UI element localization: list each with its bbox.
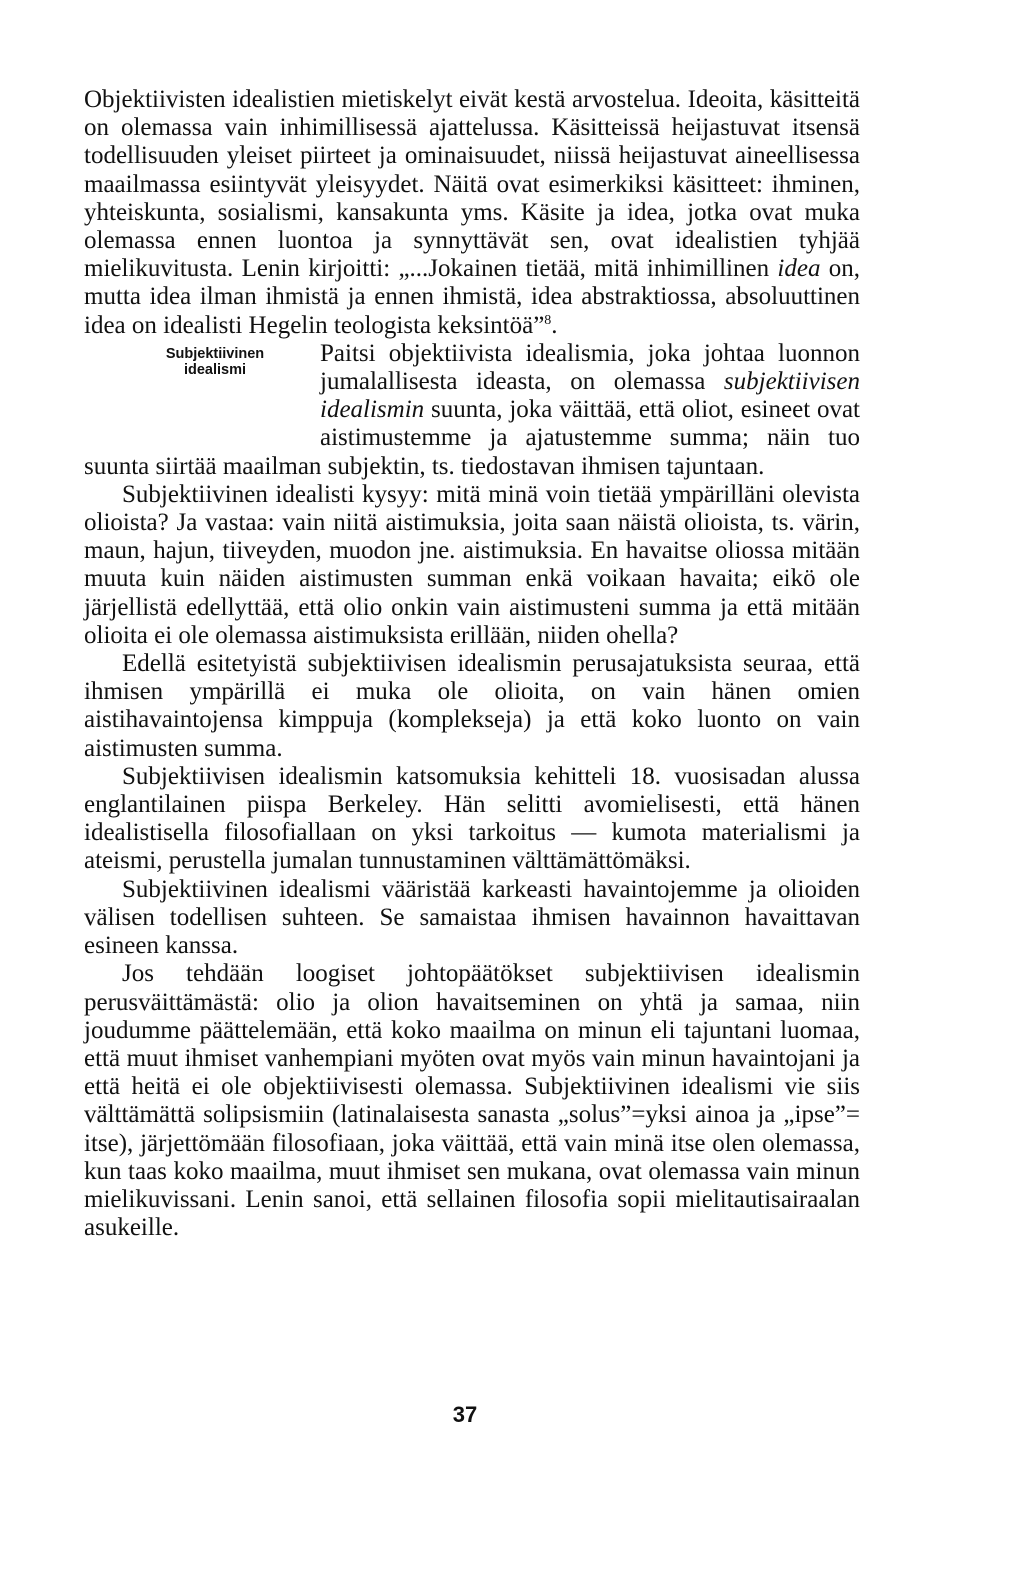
paragraph-objective-idealism (84, 86, 860, 340)
footnote-marker: 8 (544, 312, 552, 328)
paragraph-solipsism: Jos tehdään loogiset johtopäätökset subjektiivisen idealismin perusväittämästä: olio ja olion havaitseminen on yhtä ja samaa, niin joudumme päättelemään, että koko maailma on minun eli tajuntani luomaa, että muut ihmiset vanhempiani myöten ovat myös vain minun havaintojani ja että heitä ei ole objektiivisesti olemassa. Subjektiivinen idealismi vie siis välttämättä solipsismiin (latinalaisesta sanasta „solus”=yksi ainoa ja „ipse”= itse), järjettömään filosofiaan, joka väittää, että vain minä itse olen olemassa, kun taas koko maailma, muut ihmiset sen mukana, ovat olemassa vain minun mielikuvissani. Lenin sanoi, että sellainen filosofia sopii mielitautisairaalan asukeille. (84, 960, 860, 1242)
paragraph-text: on, mutta idea ilman ihmistä ja ennen ihmistä, idea abstraktiossa, absoluuttinen idea on idealisti Hegelin teologista keksintöä” (84, 255, 861, 339)
margin-heading-line: idealismi (183, 361, 247, 378)
paragraph-berkeley: Subjektiivisen idealismin katsomuksia kehitteli 18. vuosisadan alussa englantilainen piispa Berkeley. Hän selitti avomielisesti, että hänen idealistisella filosofiallaan on yksi tarkoitus — kumota materialismi ja ateismi, perustella jumalan tunnustaminen välttämättömäksi. (84, 762, 860, 875)
paragraph-text: Paitsi objektiivista idealismia, joka johtaa luonnon jumalallisesta ideasta, on olemassa (320, 339, 860, 396)
page-number: 37 (452, 1402, 478, 1427)
paragraph-question: Subjektiivinen idealisti kysyy: mitä minä voin tietää ympärilläni olevista olioista? Ja vastaa: vain niitä aistimuksia, joita saan näistä olioista, ts. värin, maun, hajun, tiiveyden, muodon jne. aistimuksia. En havaitse oliossa mitään muuta kuin näiden aistimusten summan enkä voikaan havaita; eikö ole järjellistä edellyttää, että olio onkin vain aistimusteni summa ja että mitään olioita ei ole olemassa aistimuksista erillään, niiden ohella? (84, 480, 860, 649)
italic-term: idea (777, 255, 821, 283)
paragraph-text: suunta, joka väittää, että oliot, esineet ovat aistimustemme ja ajatustemme summa; näin tuo suunta siirtää maailman subjektin, ts. tiedostavan ihmisen tajuntaan. (84, 396, 860, 480)
margin-heading (84, 346, 304, 446)
page-body (84, 86, 860, 1242)
paragraph-text: . (551, 311, 558, 339)
paragraph-consequence: Edellä esitetyistä subjektiivisen idealismin perusajatuksista seuraa, että ihmisen ympärillä ei muka ole olioita, on vain hänen omien aistihavaintojensa kimppuja (komplekseja) ja että koko luonto on vain aistimusten summa. (84, 650, 860, 762)
margin-heading-line: Subjektiivinen (165, 345, 265, 362)
italic-term: subjektiivisen idealismin (320, 368, 860, 424)
paragraph-text: Objektiivisten idealistien mietiskelyt eivät kestä arvostelua. Ideoita, käsitteitä on olemassa vain inhimillisessä ajattelussa. Käsitteissä heijastuvat itsensä todellisuuden yleiset piirteet ja ominaisuudet, niissä heijastuvat aineellisessa maailmassa esiintyvät yleisyydet. Näitä ovat esimerkiksi käsitteet: ihminen, yhteiskunta, sosialismi, kansakunta yms. Käsite ja idea, jotka ovat muka olemassa ennen luontoa ja synnyttävät sen, ovat idealistien tyhjää mielikuvitusta. Lenin kirjoitti: „...Jokainen tietää, mitä inhimillinen (84, 86, 860, 283)
paragraph-distortion: Subjektiivinen idealismi vääristää karkeasti havaintojemme ja olioiden välisen todellisen suhteen. Se samaistaa ihmisen havainnon havaittavan esineen kanssa. (84, 875, 860, 960)
